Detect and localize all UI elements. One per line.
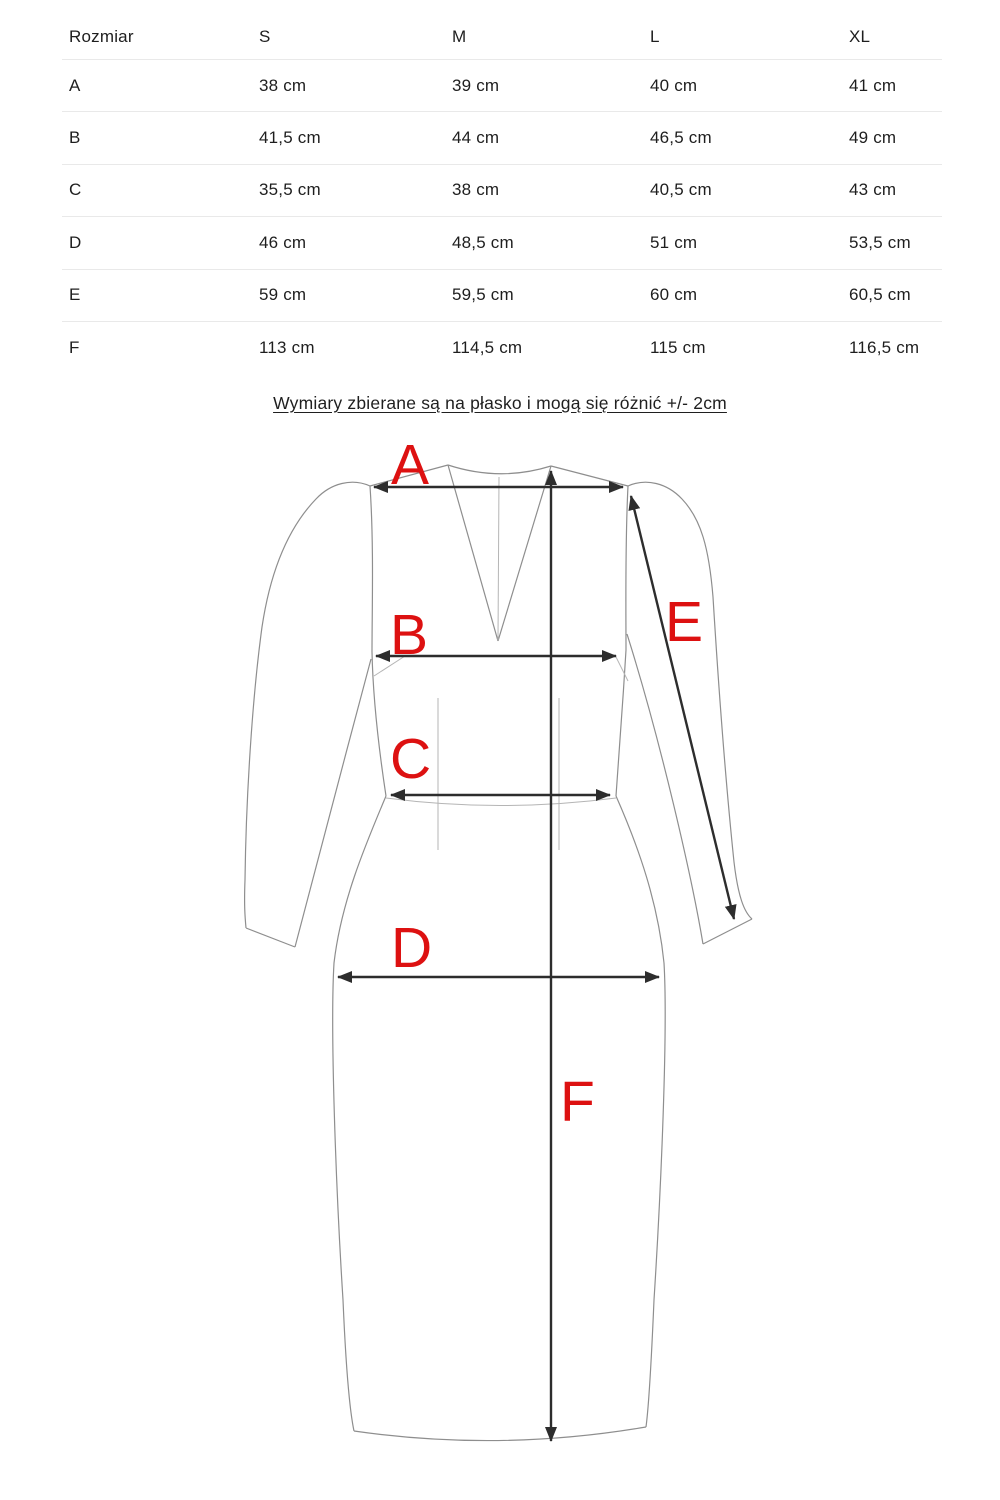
cell-value: 116,5 cm [849,337,920,357]
cell-value: 43 cm [849,180,897,200]
cell-value: 114,5 cm [452,337,523,357]
cell-value: 115 cm [650,337,706,357]
measurement-note-text: Wymiary zbierane są na płasko i mogą się różnić +/- 2cm [273,393,727,413]
cell-value: 59,5 cm [452,285,514,305]
row-label: A [69,75,81,95]
cell-value: 38 cm [452,180,500,200]
row-label: E [69,285,81,305]
arrow-e-sleeve-length [631,496,734,919]
cell-value: 44 cm [452,128,500,148]
left-sleeve-cuff [246,928,295,947]
cell-value: 35,5 cm [259,180,321,200]
cell-value: 51 cm [650,232,698,252]
center-neck-line [498,477,499,640]
label-b: B [390,603,429,667]
vneck-left [448,465,498,641]
header-size-m: M [452,26,467,46]
cell-value: 49 cm [849,128,897,148]
cell-value: 60,5 cm [849,285,911,305]
dimension-labels [390,433,703,1134]
cell-value: 41 cm [849,75,897,95]
cell-value: 46,5 cm [650,128,712,148]
left-sleeve-outer [245,482,370,928]
right-sleeve-cuff [703,919,752,944]
row-label: B [69,128,81,148]
label-e: E [665,590,704,654]
vneck-right [498,466,551,641]
skirt-left-seam [333,796,386,1431]
row-label: F [69,337,80,357]
cell-value: 46 cm [259,232,307,252]
left-sleeve-inner [295,659,371,947]
label-a: A [391,433,430,497]
right-shoulder-seam [551,466,628,486]
cell-value: 40 cm [650,75,698,95]
bodice-left-seam [370,486,386,796]
cell-value: 38 cm [259,75,307,95]
right-sleeve-inner [627,634,703,944]
cell-value: 60 cm [650,285,698,305]
cell-value: 40,5 cm [650,180,712,200]
cell-value: 48,5 cm [452,232,514,252]
skirt-right-seam [616,796,665,1427]
header-size-l: L [650,26,660,46]
right-armpit-dart [616,657,628,681]
row-label: D [69,232,82,252]
hem-curve [354,1427,646,1441]
label-c: C [390,727,432,791]
header-rozmiar: Rozmiar [69,26,134,46]
header-size-s: S [259,26,271,46]
header-size-xl: XL [849,26,871,46]
row-label: C [69,180,82,200]
bodice-right-seam [616,486,628,796]
neckline-curve [448,465,551,474]
cell-value: 41,5 cm [259,128,321,148]
label-d: D [391,916,433,980]
waist-seam [386,798,616,806]
cell-value: 113 cm [259,337,315,357]
label-f: F [560,1070,595,1134]
cell-value: 59 cm [259,285,307,305]
cell-value: 39 cm [452,75,500,95]
cell-value: 53,5 cm [849,232,911,252]
